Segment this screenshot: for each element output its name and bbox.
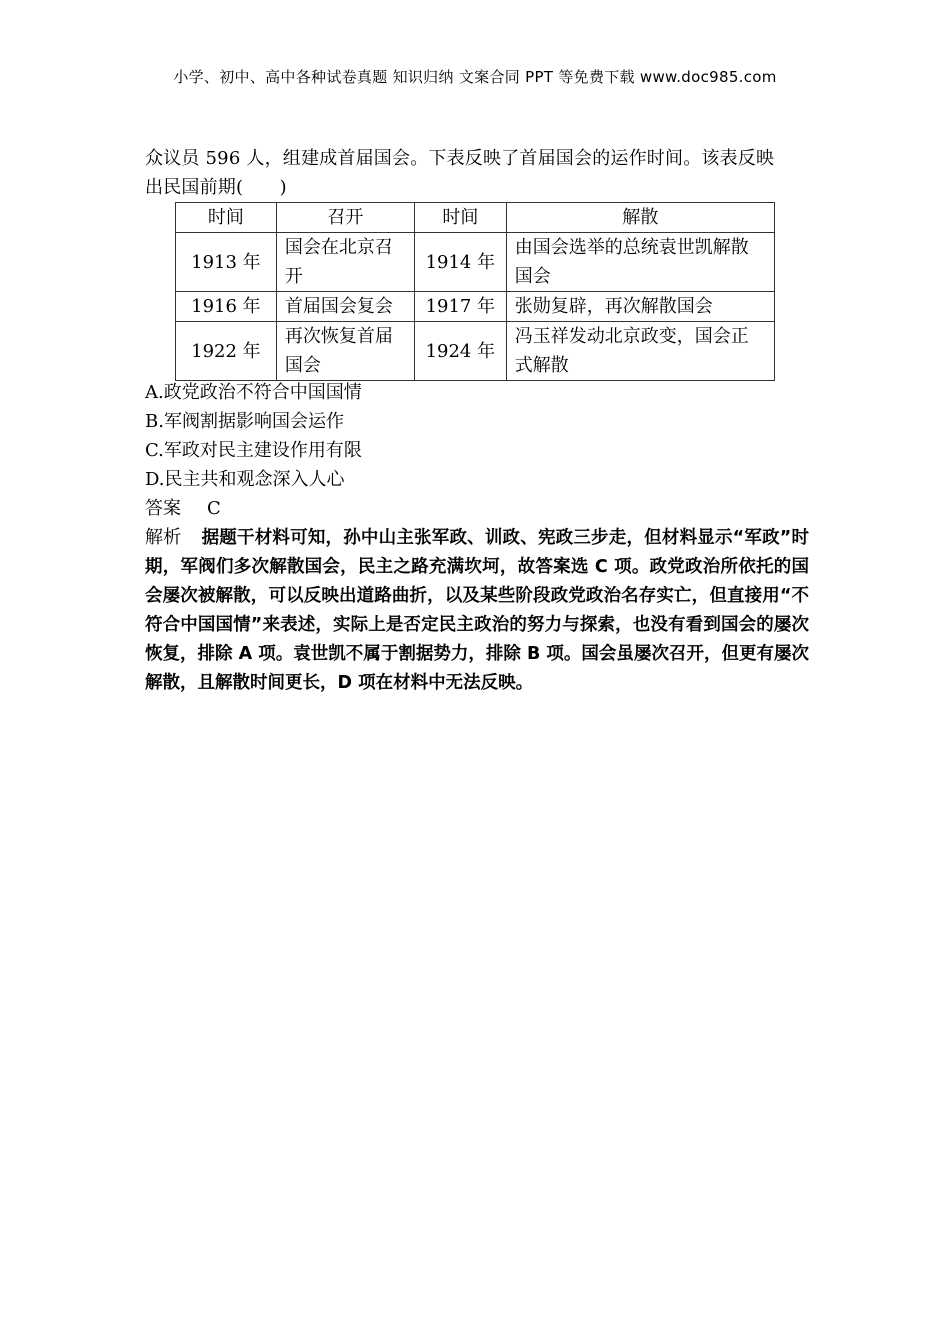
analysis-label: 解析 <box>145 527 182 548</box>
table-row <box>176 233 775 292</box>
option-a: A.政党政治不符合中国国情 <box>145 382 362 403</box>
option-d: D.民主共和观念深入人心 <box>145 469 345 490</box>
option-b: B.军阀割据影响国会运作 <box>145 411 344 432</box>
table-cell: 首届国会复会 <box>276 292 414 322</box>
table-header-cell: 时间 <box>414 203 506 233</box>
table-cell: 1924 年 <box>414 322 506 381</box>
question-stem-line-1: 众议员 596 人，组建成首届国会。下表反映了首届国会的运作时间。该表反映 <box>145 148 775 169</box>
question-stem-line-2: 出民国前期( ) <box>145 177 287 198</box>
table-header-row <box>176 203 775 233</box>
question-content <box>145 144 809 698</box>
table-row <box>176 322 775 381</box>
analysis-text: 据题干材料可知，孙中山主张军政、训政、宪政三步走，但材料显示“军政”时期，军阀们多次解散国会，民主之路充满坎坷，故答案选 C 项。政党政治所依托的国会屡次被解散，可以反映出道路曲折，以及某些阶段政党政治名存实亡，但直接用“不符合中国国情”来表述，实际上是否定民主政治的努力与探索，也没有看到国会的屡次恢复，排除 A 项。袁世凯不属于割据势力，排除 B 项。国会虽屡次召开，但更有屡次解散，且解散时间更长，D 项在材料中无法反映。 <box>145 528 809 693</box>
table-cell: 1914 年 <box>414 233 506 292</box>
question-stem <box>145 144 809 202</box>
answer-label: 答案 <box>145 498 181 519</box>
table-header-cell: 召开 <box>276 203 414 233</box>
option-c: C.军政对民主建设作用有限 <box>145 440 362 461</box>
table-cell: 1917 年 <box>414 292 506 322</box>
table-cell: 1922 年 <box>176 322 277 381</box>
table-row <box>176 292 775 322</box>
answer-options <box>145 378 809 494</box>
answer-line <box>145 494 809 523</box>
table-cell: 国会在北京召开 <box>276 233 414 292</box>
analysis-paragraph <box>145 523 809 698</box>
table-header-cell: 时间 <box>176 203 277 233</box>
table-cell: 冯玉祥发动北京政变，国会正式解散 <box>506 322 774 381</box>
table-cell: 再次恢复首届国会 <box>276 322 414 381</box>
table-cell: 1916 年 <box>176 292 277 322</box>
table-cell: 由国会选举的总统袁世凯解散国会 <box>506 233 774 292</box>
table-cell: 1913 年 <box>176 233 277 292</box>
table-cell: 张勋复辟，再次解散国会 <box>506 292 774 322</box>
answer-value: C <box>207 498 221 519</box>
page-header-banner: 小学、初中、高中各种试卷真题 知识归纳 文案合同 PPT 等免费下载 www.doc985.com <box>173 68 777 86</box>
table-header-cell: 解散 <box>506 203 774 233</box>
parliament-timeline-table <box>175 202 775 381</box>
